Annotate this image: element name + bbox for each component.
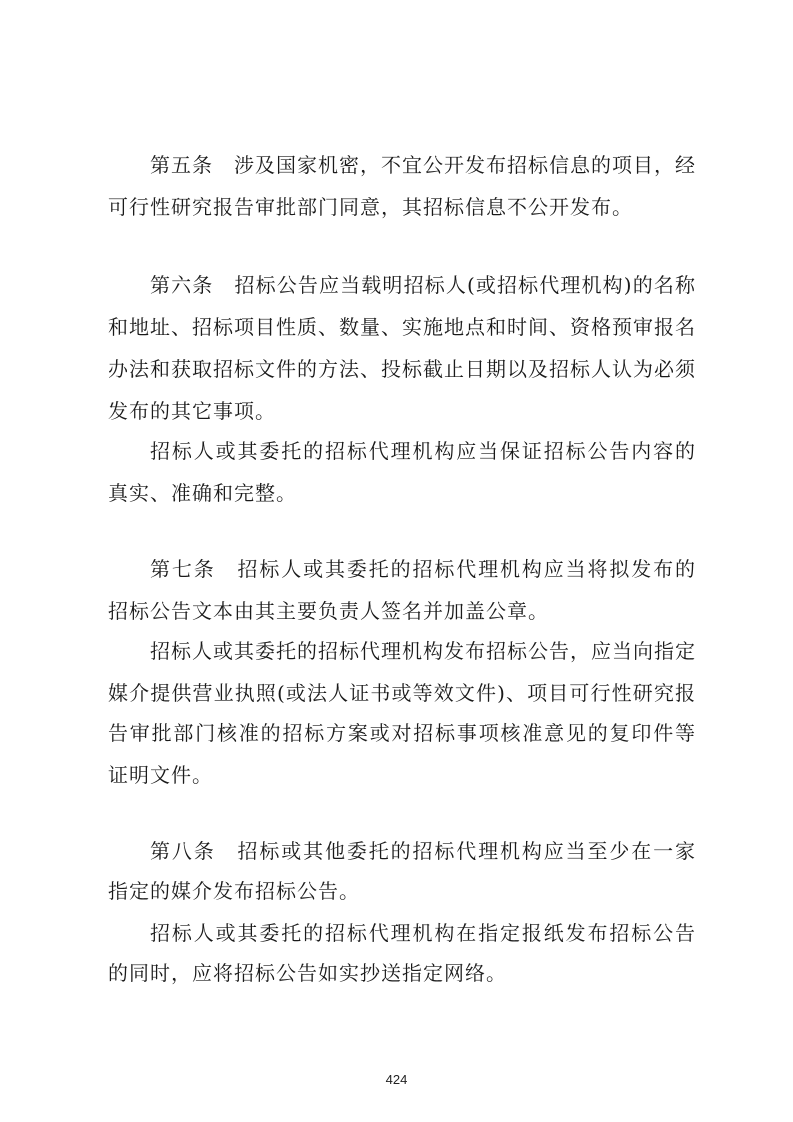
text-line-content: 可行性研究报告审批部门同意，其招标信息不公开发布。 [108,195,633,219]
text-line [0,836,793,866]
text-line [0,270,793,300]
text-line [0,192,793,222]
text-line-content: 招标人或其委托的招标代理机构发布招标公告，应当向指定 [150,639,696,663]
text-line [0,636,793,666]
text-line-content: 真实、准确和完整。 [108,481,297,505]
text-line-content: 发布的其它事项。 [108,399,276,423]
text-line-content: 招标人或其委托的招标代理机构在指定报纸发布招标公告 [150,921,696,945]
text-line-content: 招标公告文本由其主要负责人签名并加盖公章。 [108,599,549,623]
text-line [0,760,793,790]
text-line-content: 指定的媒介发布招标公告。 [108,879,360,903]
text-line-content: 告审批部门核准的招标方案或对招标事项核准意见的复印件等 [108,721,696,745]
text-line-content: 办法和获取招标文件的方法、投标截止日期以及招标人认为必须 [108,357,696,381]
text-line [0,958,793,988]
text-line-content: 第六条 招标公告应当载明招标人(或招标代理机构)的名称 [150,273,696,297]
text-line [0,596,793,626]
text-line [0,478,793,508]
text-line [0,718,793,748]
text-line [0,678,793,708]
text-line [0,436,793,466]
text-line [0,150,793,180]
text-line-content: 的同时，应将招标公告如实抄送指定网络。 [108,961,507,985]
text-line-content: 第五条 涉及国家机密，不宜公开发布招标信息的项目，经 [150,153,696,177]
text-line-content: 证明文件。 [108,763,213,787]
text-line [0,876,793,906]
text-line-content: 和地址、招标项目性质、数量、实施地点和时间、资格预审报名 [108,315,696,339]
text-line [0,396,793,426]
text-line-content: 媒介提供营业执照(或法人证书或等效文件)、项目可行性研究报 [108,681,696,705]
text-line [0,554,793,584]
text-line-content: 第七条 招标人或其委托的招标代理机构应当将拟发布的 [150,557,696,581]
text-line-content: 招标人或其委托的招标代理机构应当保证招标公告内容的 [150,439,696,463]
text-line [0,918,793,948]
text-line [0,354,793,384]
text-line [0,312,793,342]
page-number: 424 [385,1072,408,1087]
text-line-content: 第八条 招标或其他委托的招标代理机构应当至少在一家 [150,839,696,863]
